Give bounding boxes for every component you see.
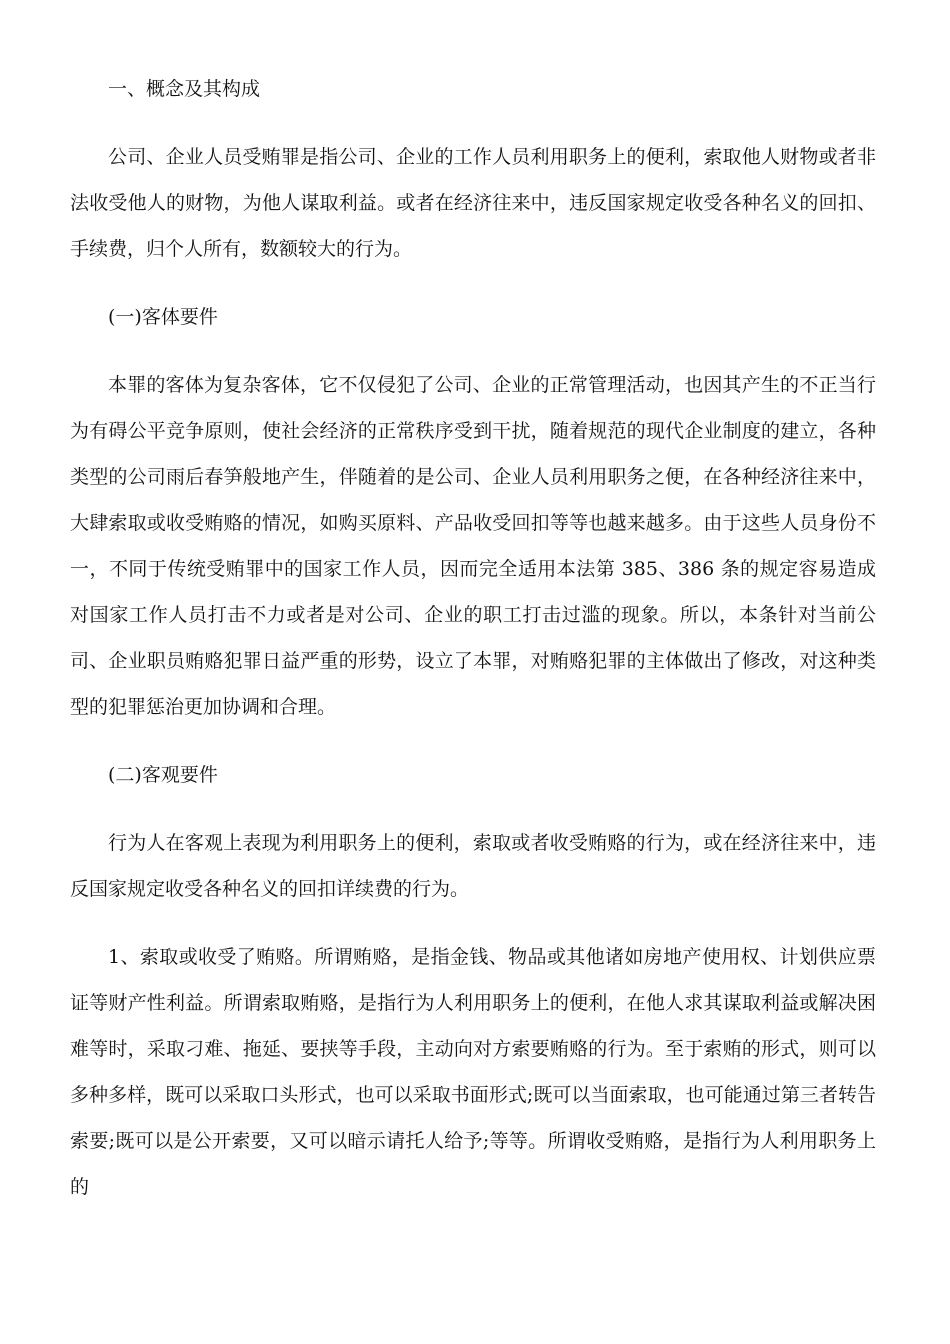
objective-heading: (二)客观要件: [108, 764, 218, 786]
spacer: [70, 912, 876, 934]
section-title: 一、概念及其构成: [108, 78, 261, 100]
spacer: [70, 730, 876, 752]
spacer: [70, 798, 876, 820]
spacer: [70, 112, 876, 134]
spacer: [70, 340, 876, 362]
spacer: [70, 272, 876, 294]
object-paragraph: 本罪的客体为复杂客体，它不仅侵犯了公司、企业的正常管理活动，也因其产生的不正当行为有碍公平竞争原则，使社会经济的正常秩序受到干扰，随着规范的现代企业制度的建立，各种类型的公司雨后春笋般地产生，伴随着的是公司、企业人员利用职务之便，在各种经济往来中，大肆索取或收受贿赂的情况，如购买原料、产品收受回扣等等也越来越多。由于这些人员身份不一，不同于传统受贿罪中的国家工作人员，因而完全适用本法第 385、386 条的规定容易造成对国家工作人员打击不力或者是对公司、企业的职工打击过滥的现象。所以，本条针对当前公司、企业职员贿赂犯罪日益严重的形势，设立了本罪，对贿赂犯罪的主体做出了修改，对这种类型的犯罪惩治更加协调和合理。: [70, 374, 876, 718]
definition-paragraph: 公司、企业人员受贿罪是指公司、企业的工作人员利用职务上的便利，索取他人财物或者非法收受他人的财物，为他人谋取利益。或者在经济往来中，违反国家规定收受各种名义的回扣、手续费，归个人所有，数额较大的行为。: [70, 146, 876, 260]
objective-paragraph: 行为人在客观上表现为利用职务上的便利，索取或者收受贿赂的行为，或在经济往来中，违反国家规定收受各种名义的回扣详续费的行为。: [70, 832, 876, 900]
object-heading: (一)客体要件: [108, 306, 218, 328]
point-1-paragraph: 1、索取或收受了贿赂。所谓贿赂，是指金钱、物品或其他诸如房地产使用权、计划供应票证等财产性利益。所谓索取贿赂，是指行为人利用职务上的便利，在他人求其谋取利益或解决困难等时，采取刁难、拖延、要挟等手段，主动向对方索要贿赂的行为。至于索贿的形式，则可以多种多样，既可以采取口头形式，也可以采取书面形式;既可以当面索取，也可能通过第三者转告索要;既可以是公开索要，又可以暗示请托人给予;等等。所谓收受贿赂，是指行为人利用职务上的: [70, 946, 876, 1198]
document-page: [70, 66, 876, 1210]
